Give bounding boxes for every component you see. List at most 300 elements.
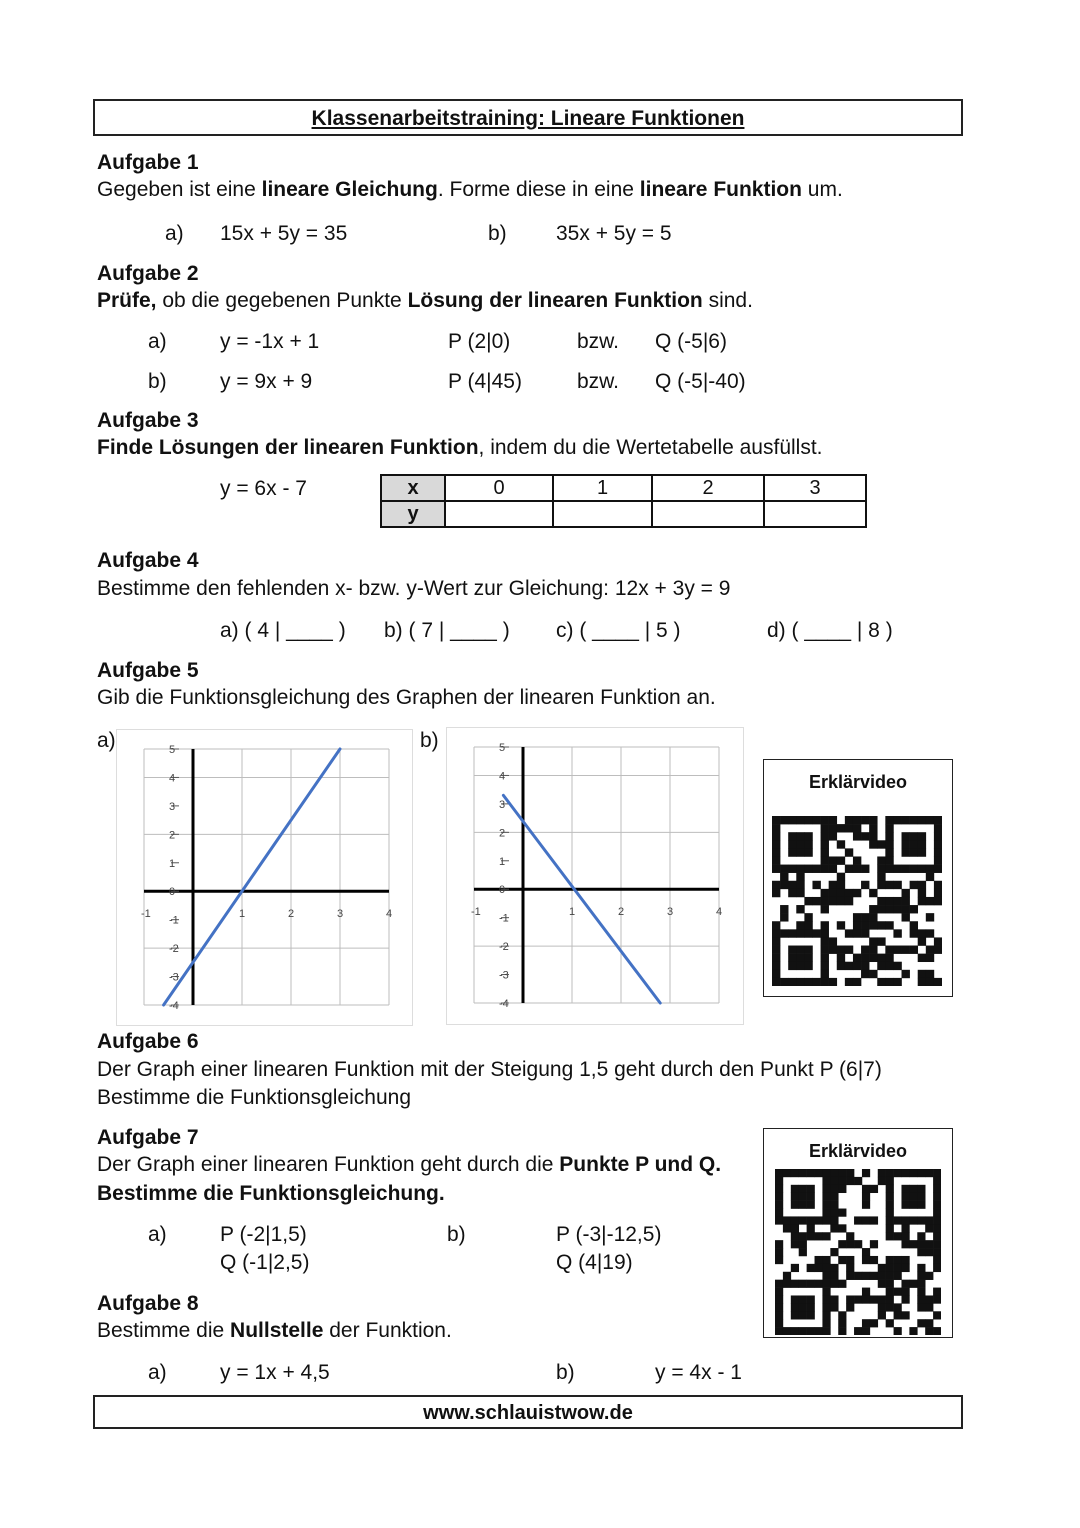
qr-module <box>901 1311 909 1319</box>
qr-module <box>807 1264 815 1272</box>
qr-module <box>804 832 812 840</box>
a2-text: Prüfe, ob die gegebenen Punkte Lösung der linearen Funktion sind. <box>97 289 753 312</box>
qr-module <box>862 1193 870 1201</box>
qr-module <box>845 848 853 856</box>
qr-module <box>910 816 918 824</box>
qr-module <box>893 897 901 905</box>
qr-module <box>853 913 861 921</box>
qr-module <box>901 1295 909 1303</box>
qr-module <box>796 905 804 913</box>
qr-module <box>807 1169 815 1177</box>
footer-website[interactable]: www.schlauistwow.de <box>93 1395 963 1429</box>
qr-module <box>821 848 829 856</box>
a8-a-equation: y = 1x + 4,5 <box>220 1361 330 1384</box>
qr-module <box>886 1280 894 1288</box>
qr-module <box>838 1311 846 1319</box>
qr-module <box>821 824 829 832</box>
qr-module <box>846 1272 854 1280</box>
qr-module <box>838 1177 846 1185</box>
qr-module <box>878 1272 886 1280</box>
qr-module <box>822 1193 830 1201</box>
qr-module <box>933 1256 941 1264</box>
y-tick-label: 1 <box>499 855 506 868</box>
qr-module <box>909 1280 917 1288</box>
y-tick-label: 0 <box>499 884 506 897</box>
qr-module <box>791 1216 799 1224</box>
qr-module <box>772 848 780 856</box>
qr-module <box>870 1295 878 1303</box>
x-tick-label: 4 <box>716 906 723 919</box>
qr-module <box>830 1193 838 1201</box>
a2-b-equation: y = 9x + 9 <box>220 370 313 393</box>
qr-module <box>796 873 804 881</box>
qr-module <box>788 889 796 897</box>
qr-module <box>775 1295 783 1303</box>
qr-module <box>830 1295 838 1303</box>
qr-module <box>783 1280 791 1288</box>
qr-module <box>837 856 845 864</box>
qr-module <box>799 1201 807 1209</box>
y-tick-label: 1 <box>169 857 176 870</box>
qr-module <box>775 1240 783 1248</box>
qr-module <box>799 1327 807 1335</box>
qr-module <box>799 1240 807 1248</box>
qr-module <box>822 1327 830 1335</box>
qr-module <box>788 962 796 970</box>
qr-module <box>780 865 788 873</box>
qr-module <box>934 897 942 905</box>
qr-module <box>812 881 820 889</box>
qr-module <box>933 1169 941 1177</box>
qr-module <box>830 1201 838 1209</box>
qr-module <box>772 929 780 937</box>
qr-module <box>886 1272 894 1280</box>
qr-module <box>807 1224 815 1232</box>
qr-module <box>804 848 812 856</box>
qr-module <box>862 1319 870 1327</box>
qr-module <box>837 921 845 929</box>
qr-module <box>869 832 877 840</box>
qr-module <box>837 954 845 962</box>
y-tick-label: -2 <box>169 943 179 956</box>
qr-module <box>918 832 926 840</box>
qr-module <box>917 1280 925 1288</box>
value-table-y-header: y <box>381 501 445 527</box>
qr-module <box>807 1185 815 1193</box>
qr-module <box>901 1256 909 1264</box>
qr-module <box>878 1280 886 1288</box>
qr-module <box>796 832 804 840</box>
qr-module <box>821 929 829 937</box>
qr-module <box>862 1216 870 1224</box>
qr-module <box>862 1185 870 1193</box>
qr-module <box>829 856 837 864</box>
a4-item-a: a) ( 4 | ____ ) <box>220 619 346 642</box>
qr-module <box>918 889 926 897</box>
a4-text: Bestimme den fehlenden x- bzw. y-Wert zur Gleichung: 12x + 3y = 9 <box>97 577 731 600</box>
qr-module <box>772 824 780 832</box>
a1-a-equation: 15x + 5y = 35 <box>220 222 348 245</box>
qr-module <box>775 1193 783 1201</box>
qr-module <box>853 824 861 832</box>
qr-module <box>886 1201 894 1209</box>
qr-code-icon[interactable] <box>772 816 942 986</box>
qr-module <box>791 1201 799 1209</box>
qr-module <box>901 1201 909 1209</box>
a2-a-bzw: bzw. <box>577 330 620 353</box>
qr-module <box>791 1280 799 1288</box>
qr-module <box>878 1295 886 1303</box>
qr-module <box>910 929 918 937</box>
qr-module <box>822 1303 830 1311</box>
qr-module <box>854 1272 862 1280</box>
qr-module <box>804 946 812 954</box>
function-line <box>164 749 340 1005</box>
qr-module <box>933 1295 941 1303</box>
qr-module <box>909 1201 917 1209</box>
qr-module <box>925 1272 933 1280</box>
qr-module <box>845 897 853 905</box>
qr-module <box>821 962 829 970</box>
qr-module <box>807 1201 815 1209</box>
qr-box-video-1[interactable] <box>763 759 953 997</box>
qr-module <box>926 978 934 986</box>
qr-module <box>812 897 820 905</box>
qr-module <box>822 1319 830 1327</box>
qr-module <box>885 954 893 962</box>
qr-module <box>894 1311 902 1319</box>
qr-module <box>917 1248 925 1256</box>
qr-module <box>799 1303 807 1311</box>
qr-module <box>918 881 926 889</box>
qr-module <box>788 881 796 889</box>
qr-module <box>791 1169 799 1177</box>
qr-module <box>830 1209 838 1217</box>
qr-module <box>846 1169 854 1177</box>
qr-module <box>772 840 780 848</box>
qr-module <box>862 1272 870 1280</box>
qr-module <box>901 1264 909 1272</box>
qr-module <box>775 1169 783 1177</box>
qr-module <box>837 897 845 905</box>
qr-module <box>845 929 853 937</box>
qr-module <box>791 1193 799 1201</box>
qr-module <box>917 1232 925 1240</box>
qr-module <box>933 1311 941 1319</box>
qr-module <box>829 824 837 832</box>
qr-module <box>869 946 877 954</box>
a8-b-label: b) <box>556 1361 575 1384</box>
qr-module <box>869 905 877 913</box>
qr-module <box>933 1224 941 1232</box>
qr-module <box>925 1303 933 1311</box>
qr-module <box>926 970 934 978</box>
qr-caption: Erklärvideo <box>808 772 908 792</box>
qr-module <box>830 1216 838 1224</box>
qr-module <box>799 1193 807 1201</box>
qr-module <box>901 1216 909 1224</box>
qr-module <box>918 865 926 873</box>
qr-module <box>821 970 829 978</box>
qr-module <box>788 946 796 954</box>
qr-module <box>862 1169 870 1177</box>
qr-module <box>846 1264 854 1272</box>
qr-module <box>853 929 861 937</box>
qr-module <box>885 840 893 848</box>
qr-module <box>829 832 837 840</box>
value-table-y-cell[interactable] <box>553 501 652 527</box>
qr-module <box>918 978 926 986</box>
qr-module <box>869 954 877 962</box>
qr-module <box>870 1272 878 1280</box>
qr-module <box>877 840 885 848</box>
qr-module <box>934 946 942 954</box>
y-tick-label: -4 <box>169 1000 179 1012</box>
qr-module <box>877 865 885 873</box>
qr-module <box>822 1264 830 1272</box>
qr-module <box>796 962 804 970</box>
qr-module <box>791 1311 799 1319</box>
qr-module <box>791 1185 799 1193</box>
y-tick-label: 4 <box>169 772 176 785</box>
qr-module <box>894 1216 902 1224</box>
qr-module <box>837 962 845 970</box>
qr-module <box>812 816 820 824</box>
qr-module <box>829 937 837 945</box>
qr-module <box>804 962 812 970</box>
qr-module <box>910 848 918 856</box>
qr-module <box>796 946 804 954</box>
qr-module <box>861 929 869 937</box>
qr-module <box>861 970 869 978</box>
a5-b-label: b) <box>420 729 439 752</box>
qr-module <box>917 1169 925 1177</box>
qr-module <box>893 865 901 873</box>
qr-box-video-2[interactable] <box>763 1128 953 1338</box>
qr-module <box>815 1232 823 1240</box>
qr-module <box>886 1232 894 1240</box>
qr-module <box>854 1177 862 1185</box>
qr-module <box>885 856 893 864</box>
qr-module <box>837 840 845 848</box>
qr-module <box>902 865 910 873</box>
qr-module <box>933 1216 941 1224</box>
qr-module <box>804 897 812 905</box>
qr-module <box>918 897 926 905</box>
qr-module <box>822 1169 830 1177</box>
qr-module <box>869 816 877 824</box>
qr-module <box>783 1224 791 1232</box>
qr-module <box>812 978 820 986</box>
qr-module <box>804 816 812 824</box>
qr-module <box>822 1311 830 1319</box>
qr-module <box>933 1193 941 1201</box>
a5-heading: Aufgabe 5 <box>97 659 199 682</box>
qr-module <box>791 1224 799 1232</box>
a7-b-point-p: P (-3|-12,5) <box>556 1223 662 1246</box>
qr-module <box>854 1216 862 1224</box>
value-table-y-cell[interactable] <box>764 501 866 527</box>
a2-heading: Aufgabe 2 <box>97 262 199 285</box>
x-tick-label: 3 <box>337 908 344 921</box>
qr-module <box>910 865 918 873</box>
qr-module <box>893 929 901 937</box>
qr-module <box>791 1327 799 1335</box>
qr-module <box>821 978 829 986</box>
qr-module <box>861 921 869 929</box>
qr-module <box>829 816 837 824</box>
qr-module <box>853 832 861 840</box>
qr-module <box>822 1209 830 1217</box>
qr-module <box>830 1224 838 1232</box>
qr-module <box>918 954 926 962</box>
qr-module <box>925 1240 933 1248</box>
qr-module <box>925 1216 933 1224</box>
qr-module <box>799 1295 807 1303</box>
qr-module <box>796 881 804 889</box>
qr-module <box>796 954 804 962</box>
x-tick-label: -1 <box>471 906 481 919</box>
qr-module <box>846 1295 854 1303</box>
qr-module <box>791 1303 799 1311</box>
qr-module <box>902 889 910 897</box>
qr-module <box>775 1319 783 1327</box>
qr-module <box>830 1272 838 1280</box>
qr-module <box>799 1216 807 1224</box>
qr-module <box>869 840 877 848</box>
y-tick-label: -4 <box>499 998 509 1010</box>
qr-module <box>807 1311 815 1319</box>
qr-module <box>838 1209 846 1217</box>
qr-module <box>886 1209 894 1217</box>
qr-module <box>796 978 804 986</box>
qr-module <box>838 1224 846 1232</box>
qr-module <box>894 1264 902 1272</box>
a5-text: Gib die Funktionsgleichung des Graphen der linearen Funktion an. <box>97 686 716 709</box>
qr-module <box>862 1295 870 1303</box>
y-tick-label: -3 <box>169 971 179 984</box>
qr-module <box>893 978 901 986</box>
qr-module <box>812 929 820 937</box>
qr-module <box>775 1216 783 1224</box>
qr-module <box>934 848 942 856</box>
a7-a-point-p: P (-2|1,5) <box>220 1223 307 1246</box>
qr-module <box>894 1256 902 1264</box>
qr-module <box>886 1264 894 1272</box>
qr-module <box>933 1327 941 1335</box>
qr-module <box>870 1319 878 1327</box>
qr-module <box>917 1272 925 1280</box>
qr-module <box>815 1264 823 1272</box>
qr-module <box>862 1288 870 1296</box>
qr-module <box>783 1327 791 1335</box>
qr-module <box>901 1240 909 1248</box>
qr-module <box>902 848 910 856</box>
qr-module <box>788 978 796 986</box>
qr-module <box>885 921 893 929</box>
qr-module <box>902 946 910 954</box>
qr-module <box>933 1248 941 1256</box>
qr-module <box>869 970 877 978</box>
qr-module <box>877 873 885 881</box>
qr-module <box>796 929 804 937</box>
qr-module <box>870 1185 878 1193</box>
qr-module <box>902 913 910 921</box>
qr-module <box>925 1224 933 1232</box>
qr-module <box>933 1232 941 1240</box>
qr-module <box>829 889 837 897</box>
a8-b-equation: y = 4x - 1 <box>655 1361 742 1384</box>
qr-module <box>799 1280 807 1288</box>
qr-module <box>804 954 812 962</box>
qr-module <box>807 1295 815 1303</box>
qr-module <box>869 913 877 921</box>
a4-item-c: c) ( ____ | 5 ) <box>556 619 681 642</box>
a2-a-point-p: P (2|0) <box>448 330 511 353</box>
qr-module <box>838 1240 846 1248</box>
qr-module <box>934 865 942 873</box>
qr-module <box>845 962 853 970</box>
a4-item-b: b) ( 7 | ____ ) <box>384 619 510 642</box>
qr-module <box>934 816 942 824</box>
qr-module <box>885 897 893 905</box>
value-table-y-cell[interactable] <box>652 501 764 527</box>
qr-module <box>853 962 861 970</box>
y-tick-label: 5 <box>169 744 176 756</box>
qr-module <box>772 970 780 978</box>
qr-module <box>877 881 885 889</box>
qr-module <box>807 1193 815 1201</box>
qr-module <box>878 1303 886 1311</box>
qr-module <box>796 816 804 824</box>
y-tick-label: 2 <box>169 829 176 842</box>
qr-module <box>772 832 780 840</box>
x-tick-label: -1 <box>141 908 151 921</box>
qr-module <box>933 1240 941 1248</box>
qr-module <box>783 1169 791 1177</box>
qr-module <box>877 905 885 913</box>
qr-module <box>861 954 869 962</box>
qr-module <box>846 1256 854 1264</box>
function-line <box>503 795 660 1003</box>
qr-module <box>885 881 893 889</box>
y-tick-label: -3 <box>499 969 509 982</box>
qr-module <box>796 921 804 929</box>
a6-line2: Bestimme die Funktionsgleichung <box>97 1086 411 1109</box>
qr-module <box>788 816 796 824</box>
qr-module <box>918 848 926 856</box>
qr-module <box>815 1327 823 1335</box>
qr-module <box>815 1169 823 1177</box>
qr-module <box>830 1303 838 1311</box>
qr-module <box>772 816 780 824</box>
qr-module <box>821 937 829 945</box>
qr-module <box>788 954 796 962</box>
qr-module <box>772 881 780 889</box>
qr-module <box>772 954 780 962</box>
qr-module <box>926 913 934 921</box>
qr-module <box>910 946 918 954</box>
qr-module <box>799 1311 807 1319</box>
qr-module <box>877 921 885 929</box>
qr-module <box>845 889 853 897</box>
qr-module <box>877 937 885 945</box>
qr-module <box>775 1256 783 1264</box>
qr-module <box>893 946 901 954</box>
value-table-y-cell[interactable] <box>445 501 553 527</box>
qr-module <box>910 832 918 840</box>
qr-code-icon[interactable] <box>775 1169 941 1335</box>
